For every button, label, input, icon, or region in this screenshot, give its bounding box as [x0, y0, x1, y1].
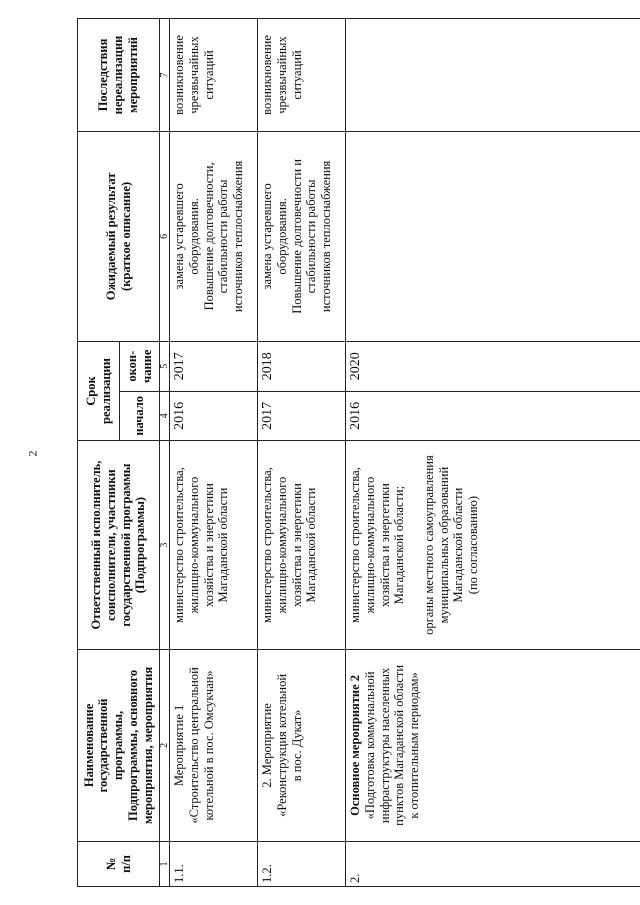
- header-period: Срок реализации: [78, 341, 120, 440]
- col-number-1: 1: [160, 841, 170, 886]
- table-row: [258, 19, 346, 887]
- measures-table: [77, 18, 640, 887]
- row-number: 1.2.: [258, 841, 346, 886]
- row-start: 2017: [258, 391, 346, 441]
- row-end: 2020: [346, 341, 640, 391]
- row-name: [346, 649, 640, 841]
- row-consequence: возникновение чрезвычайных ситуаций: [258, 19, 346, 132]
- col-number-5: 5: [160, 341, 170, 391]
- row-result: [346, 131, 640, 341]
- row-number: 1.1.: [170, 841, 258, 886]
- row-consequence: [346, 19, 640, 132]
- row-name: [170, 649, 258, 841]
- row-executor: министерство строительства, жилищно-коммунального хозяйства и энергетики Магаданской области; органы местного самоуправления муниципальных образований Магаданской области (по согласованию): [346, 441, 640, 650]
- row-start: 2016: [170, 391, 258, 441]
- col-number-2: 2: [160, 649, 170, 841]
- row-number: 2.: [346, 841, 640, 886]
- row-consequence: возникновение чрезвычайных ситуаций: [170, 19, 258, 132]
- page-number: 2: [25, 450, 40, 457]
- row-name-text: «Подготовка коммунальной инфраструктуры населенных пунктов Магаданской области к отопительным периодам»: [362, 664, 421, 826]
- row-result: замена устаревшего оборудования. Повышение долговечности и стабильности работы источников теплоснабжения: [258, 131, 346, 341]
- header-executor: Ответственный исполнитель, соисполнители, участники государственной программы (Подпрограммы): [78, 441, 160, 650]
- row-name-bold: Основное мероприятие 2: [348, 674, 362, 816]
- row-result: замена устаревшего оборудования. Повышение долговечности, стабильности работы источников теплоснабжения: [170, 131, 258, 341]
- row-end: 2018: [258, 341, 346, 391]
- header-end: окон- чание: [120, 341, 160, 391]
- col-number-6: 6: [160, 131, 170, 341]
- row-executor: министерство строительства, жилищно-коммунального хозяйства и энергетики Магаданской области: [258, 441, 346, 650]
- row-name-text: 2. Мероприятие «Реконструкция котельной в пос. Дукат»: [260, 673, 304, 817]
- row-end: 2017: [170, 341, 258, 391]
- header-start: начало: [120, 391, 160, 441]
- header-consequences: Последствия нереализации мероприятий: [78, 19, 160, 132]
- row-start: 2016: [346, 391, 640, 441]
- table-row: [170, 19, 258, 887]
- col-number-3: 3: [160, 441, 170, 650]
- col-number-4: 4: [160, 391, 170, 441]
- row-executor: министерство строительства, жилищно-коммунального хозяйства и энергетики Магаданской области: [170, 441, 258, 650]
- header-number: № п/п: [78, 841, 160, 886]
- row-name: [258, 649, 346, 841]
- header-result: Ожидаемый результат (краткое описание): [78, 131, 160, 341]
- table-row: [346, 19, 640, 887]
- header-name: Наименование государственной программы, Подпрограммы, основного мероприятия, мероприятия: [78, 649, 160, 841]
- rotated-table-container: [77, 18, 640, 887]
- row-name-text: Мероприятие 1 «Строительство центральной котельной в пос. Омсукчан»: [172, 667, 216, 824]
- col-number-7: 7: [160, 19, 170, 132]
